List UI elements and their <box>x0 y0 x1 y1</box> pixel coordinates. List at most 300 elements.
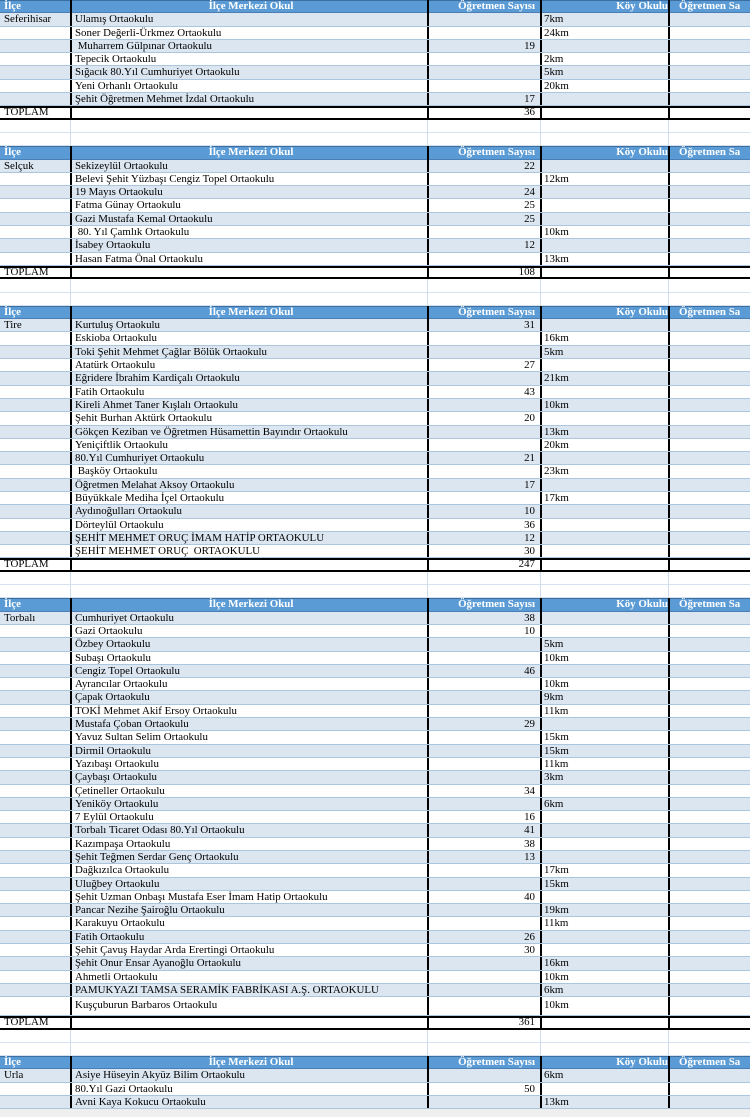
school-name-cell[interactable]: Eskioba Ortaokulu <box>70 332 427 344</box>
school-name-cell[interactable]: Şehit Burhan Aktürk Ortaokulu <box>70 412 427 424</box>
extra-teacher-cell[interactable] <box>668 798 750 810</box>
school-name-cell[interactable]: Aydınoğulları Ortaokulu <box>70 505 427 517</box>
village-distance-cell[interactable]: 5km <box>540 66 668 78</box>
district-cell[interactable] <box>0 226 70 238</box>
village-distance-cell[interactable]: 10km <box>540 678 668 690</box>
school-name-cell[interactable]: Dörteylül Ortaokulu <box>70 519 427 531</box>
teacher-count-cell[interactable] <box>427 173 540 185</box>
school-name-cell[interactable]: Şehit Onur Ensar Ayanoğlu Ortaokulu <box>70 957 427 969</box>
col-header-ilce[interactable]: İlçe <box>4 1056 21 1069</box>
empty-cell[interactable] <box>668 106 750 119</box>
col-header-ilce-merkezi-okul[interactable]: İlçe Merkezi Okul <box>70 306 427 319</box>
col-header-koy-okulu[interactable]: Köy Okulu <box>540 306 668 319</box>
extra-teacher-cell[interactable] <box>668 465 750 477</box>
extra-teacher-cell[interactable] <box>668 346 750 358</box>
extra-teacher-cell[interactable] <box>668 492 750 504</box>
village-distance-cell[interactable] <box>540 944 668 956</box>
school-name-cell[interactable]: Muharrem Gülpınar Ortaokulu <box>70 40 427 52</box>
col-header-ogretmen-sayisi-2[interactable]: Öğretmen Sa <box>668 598 750 611</box>
col-header-koy-okulu[interactable]: Köy Okulu <box>540 598 668 611</box>
extra-teacher-cell[interactable] <box>668 239 750 251</box>
village-distance-cell[interactable]: 11km <box>540 758 668 770</box>
extra-teacher-cell[interactable] <box>668 13 750 25</box>
district-cell[interactable] <box>0 625 70 637</box>
district-cell[interactable] <box>0 386 70 398</box>
teacher-count-cell[interactable]: 17 <box>427 93 540 105</box>
school-name-cell[interactable]: Kurtuluş Ortaokulu <box>70 319 427 331</box>
district-cell[interactable] <box>0 758 70 770</box>
total-label-cell[interactable]: TOPLAM <box>4 1016 49 1029</box>
district-cell[interactable] <box>0 904 70 916</box>
district-cell[interactable] <box>0 891 70 903</box>
village-distance-cell[interactable] <box>540 505 668 517</box>
village-distance-cell[interactable]: 6km <box>540 798 668 810</box>
school-name-cell[interactable]: Başköy Ortaokulu <box>70 465 427 477</box>
extra-teacher-cell[interactable] <box>668 1096 750 1108</box>
village-distance-cell[interactable]: 5km <box>540 638 668 650</box>
district-cell[interactable] <box>0 66 70 78</box>
district-cell[interactable] <box>0 705 70 717</box>
empty-cell[interactable] <box>70 106 427 119</box>
district-cell[interactable] <box>0 691 70 703</box>
school-name-cell[interactable]: Soner Değerli-Ürkmez Ortaokulu <box>70 27 427 39</box>
village-distance-cell[interactable]: 10km <box>540 226 668 238</box>
village-distance-cell[interactable] <box>540 811 668 823</box>
teacher-count-cell[interactable] <box>427 332 540 344</box>
extra-teacher-cell[interactable] <box>668 691 750 703</box>
village-distance-cell[interactable]: 10km <box>540 652 668 664</box>
village-distance-cell[interactable] <box>540 452 668 464</box>
village-distance-cell[interactable]: 19km <box>540 904 668 916</box>
extra-teacher-cell[interactable] <box>668 399 750 411</box>
district-cell[interactable] <box>0 678 70 690</box>
school-name-cell[interactable]: Şehit Teğmen Serdar Genç Ortaokulu <box>70 851 427 863</box>
extra-teacher-cell[interactable] <box>668 452 750 464</box>
teacher-count-cell[interactable] <box>427 705 540 717</box>
extra-teacher-cell[interactable] <box>668 412 750 424</box>
village-distance-cell[interactable] <box>540 40 668 52</box>
school-name-cell[interactable]: Kuşçuburun Barbaros Ortaokulu <box>70 997 427 1015</box>
col-header-ogretmen-sayisi-2[interactable]: Öğretmen Sa <box>668 0 750 13</box>
school-name-cell[interactable]: Asiye Hüseyin Akyüz Bilim Ortaokulu <box>70 1069 427 1081</box>
district-cell[interactable] <box>0 452 70 464</box>
district-cell[interactable] <box>0 984 70 996</box>
empty-cell[interactable] <box>540 106 668 119</box>
extra-teacher-cell[interactable] <box>668 173 750 185</box>
district-cell[interactable] <box>0 851 70 863</box>
school-name-cell[interactable]: Hasan Fatma Önal Ortaokulu <box>70 253 427 265</box>
village-distance-cell[interactable] <box>540 545 668 557</box>
village-distance-cell[interactable]: 13km <box>540 253 668 265</box>
teacher-count-cell[interactable]: 17 <box>427 479 540 491</box>
teacher-count-cell[interactable] <box>427 904 540 916</box>
district-cell[interactable] <box>0 971 70 983</box>
district-cell[interactable] <box>0 359 70 371</box>
village-distance-cell[interactable]: 17km <box>540 492 668 504</box>
school-name-cell[interactable]: TOKİ Mehmet Akif Ersoy Ortaokulu <box>70 705 427 717</box>
school-name-cell[interactable]: Şehit Uzman Onbaşı Mustafa Eser İmam Hatip Ortaokulu <box>70 891 427 903</box>
village-distance-cell[interactable]: 21km <box>540 372 668 384</box>
village-distance-cell[interactable] <box>540 838 668 850</box>
district-cell[interactable] <box>0 957 70 969</box>
village-distance-cell[interactable] <box>540 213 668 225</box>
district-cell[interactable] <box>0 213 70 225</box>
extra-teacher-cell[interactable] <box>668 638 750 650</box>
teacher-count-cell[interactable]: 27 <box>427 359 540 371</box>
district-cell[interactable] <box>0 785 70 797</box>
district-cell[interactable] <box>0 731 70 743</box>
school-name-cell[interactable]: Yeniköy Ortaokulu <box>70 798 427 810</box>
school-name-cell[interactable]: PAMUKYAZI TAMSA SERAMİK FABRİKASI A.Ş. ORTAOKULU <box>70 984 427 996</box>
extra-teacher-cell[interactable] <box>668 811 750 823</box>
teacher-count-cell[interactable] <box>427 253 540 265</box>
extra-teacher-cell[interactable] <box>668 984 750 996</box>
village-distance-cell[interactable]: 16km <box>540 957 668 969</box>
extra-teacher-cell[interactable] <box>668 505 750 517</box>
teacher-count-cell[interactable] <box>427 984 540 996</box>
village-distance-cell[interactable]: 20km <box>540 439 668 451</box>
school-name-cell[interactable]: Pancar Nezihe Şairoğlu Ortaokulu <box>70 904 427 916</box>
extra-teacher-cell[interactable] <box>668 678 750 690</box>
village-distance-cell[interactable]: 11km <box>540 917 668 929</box>
village-distance-cell[interactable]: 13km <box>540 426 668 438</box>
village-distance-cell[interactable]: 24km <box>540 27 668 39</box>
school-name-cell[interactable]: Öğretmen Melahat Aksoy Ortaokulu <box>70 479 427 491</box>
school-name-cell[interactable]: Kazımpaşa Ortaokulu <box>70 838 427 850</box>
col-header-ilce[interactable]: İlçe <box>4 598 21 611</box>
extra-teacher-cell[interactable] <box>668 532 750 544</box>
school-name-cell[interactable]: Büyükkale Mediha İçel Ortaokulu <box>70 492 427 504</box>
school-name-cell[interactable]: Toki Şehit Mehmet Çağlar Bölük Ortaokulu <box>70 346 427 358</box>
school-name-cell[interactable]: Karakuyu Ortaokulu <box>70 917 427 929</box>
district-cell[interactable] <box>0 465 70 477</box>
school-name-cell[interactable]: Fatih Ortaokulu <box>70 931 427 943</box>
teacher-count-cell[interactable] <box>427 917 540 929</box>
extra-teacher-cell[interactable] <box>668 652 750 664</box>
teacher-count-cell[interactable]: 30 <box>427 545 540 557</box>
school-name-cell[interactable]: Avni Kaya Kokucu Ortaokulu <box>70 1096 427 1108</box>
teacher-count-cell[interactable] <box>427 798 540 810</box>
extra-teacher-cell[interactable] <box>668 904 750 916</box>
district-cell[interactable] <box>0 53 70 65</box>
district-cell[interactable] <box>0 173 70 185</box>
school-name-cell[interactable]: Dağkızılca Ortaokulu <box>70 864 427 876</box>
teacher-count-cell[interactable] <box>427 346 540 358</box>
village-distance-cell[interactable] <box>540 386 668 398</box>
district-cell[interactable] <box>0 253 70 265</box>
extra-teacher-cell[interactable] <box>668 213 750 225</box>
village-distance-cell[interactable]: 13km <box>540 1096 668 1108</box>
col-header-ogretmen-sayisi[interactable]: Öğretmen Sayısı <box>427 146 540 159</box>
district-cell[interactable] <box>0 638 70 650</box>
village-distance-cell[interactable] <box>540 612 668 624</box>
school-name-cell[interactable]: Uluğbey Ortaokulu <box>70 878 427 890</box>
village-distance-cell[interactable]: 12km <box>540 173 668 185</box>
district-cell[interactable] <box>0 239 70 251</box>
school-name-cell[interactable]: Sekizeylül Ortaokulu <box>70 160 427 172</box>
total-count-cell[interactable]: 361 <box>427 1016 540 1029</box>
school-name-cell[interactable]: ŞEHİT MEHMET ORUÇ İMAM HATİP ORTAOKULU <box>70 532 427 544</box>
district-cell[interactable] <box>0 718 70 730</box>
extra-teacher-cell[interactable] <box>668 253 750 265</box>
district-cell[interactable] <box>0 652 70 664</box>
extra-teacher-cell[interactable] <box>668 186 750 198</box>
district-cell[interactable] <box>0 346 70 358</box>
district-cell[interactable] <box>0 80 70 92</box>
district-cell[interactable] <box>0 532 70 544</box>
col-header-ilce-merkezi-okul[interactable]: İlçe Merkezi Okul <box>70 0 427 13</box>
extra-teacher-cell[interactable] <box>668 971 750 983</box>
teacher-count-cell[interactable] <box>427 678 540 690</box>
village-distance-cell[interactable]: 20km <box>540 80 668 92</box>
school-name-cell[interactable]: Çetineller Ortaokulu <box>70 785 427 797</box>
school-name-cell[interactable]: Sığacık 80.Yıl Cumhuriyet Ortaokulu <box>70 66 427 78</box>
teacher-count-cell[interactable]: 25 <box>427 199 540 211</box>
extra-teacher-cell[interactable] <box>668 758 750 770</box>
village-distance-cell[interactable] <box>540 359 668 371</box>
teacher-count-cell[interactable]: 29 <box>427 718 540 730</box>
teacher-count-cell[interactable]: 10 <box>427 625 540 637</box>
teacher-count-cell[interactable] <box>427 80 540 92</box>
col-header-ogretmen-sayisi-2[interactable]: Öğretmen Sa <box>668 306 750 319</box>
school-name-cell[interactable]: Belevi Şehit Yüzbaşı Cengiz Topel Ortaokulu <box>70 173 427 185</box>
district-cell[interactable] <box>0 997 70 1015</box>
school-name-cell[interactable]: Şehit Öğretmen Mehmet İzdal Ortaokulu <box>70 93 427 105</box>
village-distance-cell[interactable]: 10km <box>540 399 668 411</box>
teacher-count-cell[interactable]: 20 <box>427 412 540 424</box>
extra-teacher-cell[interactable] <box>668 27 750 39</box>
extra-teacher-cell[interactable] <box>668 878 750 890</box>
village-distance-cell[interactable] <box>540 625 668 637</box>
school-name-cell[interactable]: Cumhuriyet Ortaokulu <box>70 612 427 624</box>
extra-teacher-cell[interactable] <box>668 745 750 757</box>
extra-teacher-cell[interactable] <box>668 40 750 52</box>
total-count-cell[interactable]: 247 <box>427 558 540 571</box>
col-header-ogretmen-sayisi[interactable]: Öğretmen Sayısı <box>427 0 540 13</box>
school-name-cell[interactable]: Torbalı Ticaret Odası 80.Yıl Ortaokulu <box>70 824 427 836</box>
extra-teacher-cell[interactable] <box>668 957 750 969</box>
school-name-cell[interactable]: Atatürk Ortaokulu <box>70 359 427 371</box>
teacher-count-cell[interactable] <box>427 226 540 238</box>
total-count-cell[interactable]: 36 <box>427 106 540 119</box>
district-cell[interactable] <box>0 864 70 876</box>
extra-teacher-cell[interactable] <box>668 226 750 238</box>
village-distance-cell[interactable]: 3km <box>540 771 668 783</box>
col-header-ogretmen-sayisi[interactable]: Öğretmen Sayısı <box>427 306 540 319</box>
extra-teacher-cell[interactable] <box>668 479 750 491</box>
district-cell[interactable] <box>0 917 70 929</box>
district-cell[interactable] <box>0 771 70 783</box>
school-name-cell[interactable]: Yazıbaşı Ortaokulu <box>70 758 427 770</box>
district-cell[interactable] <box>0 745 70 757</box>
extra-teacher-cell[interactable] <box>668 665 750 677</box>
school-name-cell[interactable]: Şehit Çavuş Haydar Arda Erertingi Ortaokulu <box>70 944 427 956</box>
extra-teacher-cell[interactable] <box>668 199 750 211</box>
village-distance-cell[interactable]: 7km <box>540 13 668 25</box>
teacher-count-cell[interactable]: 38 <box>427 612 540 624</box>
village-distance-cell[interactable] <box>540 532 668 544</box>
empty-cell[interactable] <box>70 558 427 571</box>
school-name-cell[interactable]: İsabey Ortaokulu <box>70 239 427 251</box>
district-cell[interactable] <box>0 878 70 890</box>
teacher-count-cell[interactable] <box>427 652 540 664</box>
col-header-ilce-merkezi-okul[interactable]: İlçe Merkezi Okul <box>70 1056 427 1069</box>
teacher-count-cell[interactable]: 31 <box>427 319 540 331</box>
district-cell[interactable]: Urla <box>4 1069 24 1082</box>
extra-teacher-cell[interactable] <box>668 731 750 743</box>
extra-teacher-cell[interactable] <box>668 80 750 92</box>
total-label-cell[interactable]: TOPLAM <box>4 558 49 571</box>
district-cell[interactable]: Seferihisar <box>4 13 52 26</box>
extra-teacher-cell[interactable] <box>668 785 750 797</box>
empty-cell[interactable] <box>70 266 427 279</box>
teacher-count-cell[interactable]: 19 <box>427 40 540 52</box>
district-cell[interactable] <box>0 505 70 517</box>
school-name-cell[interactable]: Dirmil Ortaokulu <box>70 745 427 757</box>
district-cell[interactable] <box>0 665 70 677</box>
district-cell[interactable] <box>0 426 70 438</box>
extra-teacher-cell[interactable] <box>668 93 750 105</box>
district-cell[interactable]: Torbalı <box>4 611 36 624</box>
school-name-cell[interactable]: Ulamış Ortaokulu <box>70 13 427 25</box>
district-cell[interactable]: Tire <box>4 319 22 332</box>
school-name-cell[interactable]: Fatma Günay Ortaokulu <box>70 199 427 211</box>
extra-teacher-cell[interactable] <box>668 851 750 863</box>
school-name-cell[interactable]: Çaybaşı Ortaokulu <box>70 771 427 783</box>
teacher-count-cell[interactable] <box>427 638 540 650</box>
extra-teacher-cell[interactable] <box>668 386 750 398</box>
village-distance-cell[interactable] <box>540 718 668 730</box>
teacher-count-cell[interactable] <box>427 691 540 703</box>
district-cell[interactable] <box>0 439 70 451</box>
teacher-count-cell[interactable] <box>427 1096 540 1108</box>
teacher-count-cell[interactable] <box>427 399 540 411</box>
teacher-count-cell[interactable]: 25 <box>427 213 540 225</box>
teacher-count-cell[interactable] <box>427 13 540 25</box>
teacher-count-cell[interactable]: 40 <box>427 891 540 903</box>
total-label-cell[interactable]: TOPLAM <box>4 106 49 119</box>
teacher-count-cell[interactable] <box>427 878 540 890</box>
village-distance-cell[interactable] <box>540 931 668 943</box>
extra-teacher-cell[interactable] <box>668 838 750 850</box>
extra-teacher-cell[interactable] <box>668 771 750 783</box>
teacher-count-cell[interactable] <box>427 864 540 876</box>
teacher-count-cell[interactable]: 50 <box>427 1083 540 1095</box>
teacher-count-cell[interactable] <box>427 758 540 770</box>
col-header-ilce[interactable]: İlçe <box>4 146 21 159</box>
teacher-count-cell[interactable] <box>427 53 540 65</box>
village-distance-cell[interactable] <box>540 239 668 251</box>
teacher-count-cell[interactable] <box>427 971 540 983</box>
extra-teacher-cell[interactable] <box>668 66 750 78</box>
school-name-cell[interactable]: Cengiz Topel Ortaokulu <box>70 665 427 677</box>
village-distance-cell[interactable] <box>540 93 668 105</box>
school-name-cell[interactable]: 80.Yıl Gazi Ortaokulu <box>70 1083 427 1095</box>
extra-teacher-cell[interactable] <box>668 997 750 1015</box>
teacher-count-cell[interactable] <box>427 1069 540 1081</box>
district-cell[interactable] <box>0 27 70 39</box>
district-cell[interactable] <box>0 412 70 424</box>
district-cell[interactable] <box>0 492 70 504</box>
extra-teacher-cell[interactable] <box>668 359 750 371</box>
district-cell[interactable] <box>0 811 70 823</box>
village-distance-cell[interactable]: 15km <box>540 878 668 890</box>
teacher-count-cell[interactable]: 41 <box>427 824 540 836</box>
district-cell[interactable] <box>0 1096 70 1108</box>
district-cell[interactable] <box>0 40 70 52</box>
extra-teacher-cell[interactable] <box>668 718 750 730</box>
village-distance-cell[interactable] <box>540 891 668 903</box>
extra-teacher-cell[interactable] <box>668 1069 750 1081</box>
school-name-cell[interactable]: Eğridere İbrahim Kardiçalı Ortaokulu <box>70 372 427 384</box>
extra-teacher-cell[interactable] <box>668 625 750 637</box>
school-name-cell[interactable]: Gökçen Keziban ve Öğretmen Hüsamettin Bayındır Ortaokulu <box>70 426 427 438</box>
district-cell[interactable] <box>0 838 70 850</box>
school-name-cell[interactable]: Fatih Ortaokulu <box>70 386 427 398</box>
extra-teacher-cell[interactable] <box>668 519 750 531</box>
col-header-ilce[interactable]: İlçe <box>4 305 21 318</box>
school-name-cell[interactable]: Özbey Ortaokulu <box>70 638 427 650</box>
teacher-count-cell[interactable] <box>427 372 540 384</box>
teacher-count-cell[interactable] <box>427 426 540 438</box>
teacher-count-cell[interactable] <box>427 957 540 969</box>
teacher-count-cell[interactable] <box>427 997 540 1015</box>
teacher-count-cell[interactable]: 36 <box>427 519 540 531</box>
village-distance-cell[interactable] <box>540 851 668 863</box>
col-header-ogretmen-sayisi[interactable]: Öğretmen Sayısı <box>427 1056 540 1069</box>
empty-cell[interactable] <box>70 1016 427 1029</box>
district-cell[interactable] <box>0 332 70 344</box>
extra-teacher-cell[interactable] <box>668 426 750 438</box>
col-header-koy-okulu[interactable]: Köy Okulu <box>540 146 668 159</box>
village-distance-cell[interactable]: 17km <box>540 864 668 876</box>
district-cell[interactable] <box>0 519 70 531</box>
school-name-cell[interactable]: Ahmetli Ortaokulu <box>70 971 427 983</box>
district-cell[interactable]: Selçuk <box>4 159 34 172</box>
district-cell[interactable] <box>0 186 70 198</box>
empty-cell[interactable] <box>540 1016 668 1029</box>
village-distance-cell[interactable]: 15km <box>540 745 668 757</box>
col-header-ogretmen-sayisi[interactable]: Öğretmen Sayısı <box>427 598 540 611</box>
col-header-koy-okulu[interactable]: Köy Okulu <box>540 0 668 13</box>
extra-teacher-cell[interactable] <box>668 824 750 836</box>
col-header-koy-okulu[interactable]: Köy Okulu <box>540 1056 668 1069</box>
school-name-cell[interactable]: Ayrancılar Ortaokulu <box>70 678 427 690</box>
teacher-count-cell[interactable]: 26 <box>427 931 540 943</box>
school-name-cell[interactable]: Yavuz Sultan Selim Ortaokulu <box>70 731 427 743</box>
total-label-cell[interactable]: TOPLAM <box>4 265 49 278</box>
school-name-cell[interactable]: Gazi Ortaokulu <box>70 625 427 637</box>
teacher-count-cell[interactable] <box>427 492 540 504</box>
extra-teacher-cell[interactable] <box>668 545 750 557</box>
teacher-count-cell[interactable] <box>427 465 540 477</box>
teacher-count-cell[interactable] <box>427 439 540 451</box>
teacher-count-cell[interactable] <box>427 731 540 743</box>
extra-teacher-cell[interactable] <box>668 1083 750 1095</box>
col-header-ilce-merkezi-okul[interactable]: İlçe Merkezi Okul <box>70 598 427 611</box>
school-name-cell[interactable]: 7 Eylül Ortaokulu <box>70 811 427 823</box>
village-distance-cell[interactable]: 5km <box>540 346 668 358</box>
school-name-cell[interactable]: Çapak Ortaokulu <box>70 691 427 703</box>
extra-teacher-cell[interactable] <box>668 160 750 172</box>
district-cell[interactable] <box>0 93 70 105</box>
district-cell[interactable] <box>0 479 70 491</box>
extra-teacher-cell[interactable] <box>668 917 750 929</box>
school-name-cell[interactable]: Tepecik Ortaokulu <box>70 53 427 65</box>
village-distance-cell[interactable] <box>540 160 668 172</box>
extra-teacher-cell[interactable] <box>668 705 750 717</box>
school-name-cell[interactable]: ŞEHİT MEHMET ORUÇ ORTAOKULU <box>70 545 427 557</box>
